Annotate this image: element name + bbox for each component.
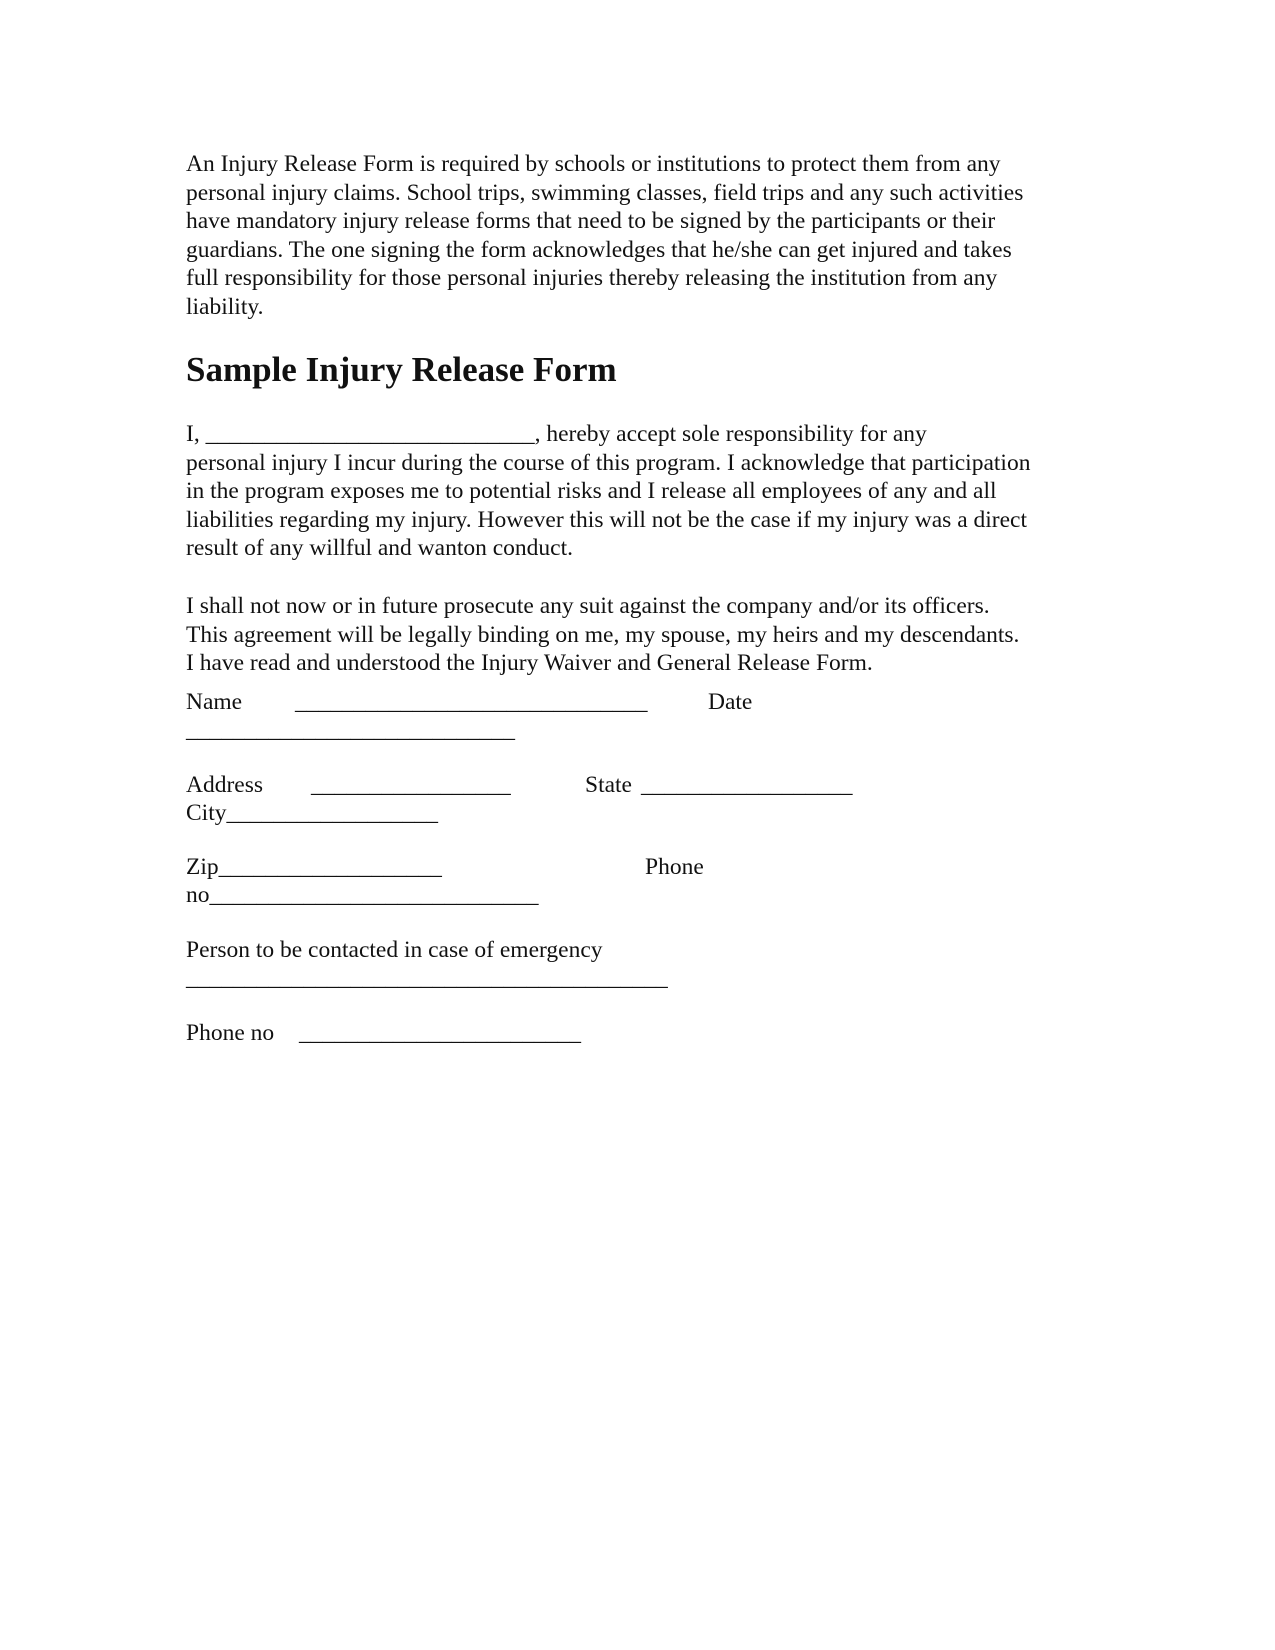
date-blank: ____________________________ [186,717,515,743]
emergency-label: Person to be contacted in case of emergency [186,937,603,963]
phone2-label: Phone no [186,1020,275,1046]
intro-paragraph: An Injury Release Form is required by schools or institutions to protect them from any personal injury claims. School trips, swimming classes, field trips and any such activities have mandatory injury release forms that need to be signed by the participants or their guardians. The one signing the form acknowledges that he/she can get injured and takes full responsibility for those personal injuries thereby releasing the institution from any liability. [186,151,1024,320]
state-blank: __________________ [641,772,853,798]
agreement-paragraph: I shall not now or in future prosecute any suit against the company and/or its officers. This agreement will be legally binding on me, my spouse, my heirs and my descendants. I have read and understood the Injury Waiver and General Release Form. [186,593,1020,676]
city-line: City__________________ [186,800,438,826]
name-blank: ______________________________ [295,689,648,715]
release-paragraph: I, ____________________________, hereby accept sole responsibility for any personal injury I incur during the course of this program. I acknowledge that participation in the program exposes me to potential risks and I release all employees of any and all liabilities regarding my injury. However this will not be the case if my injury was a direct result of any willful and wanton conduct. [186,421,1031,561]
state-label: State [585,772,632,798]
address-label: Address [186,772,264,798]
phone-no-line: no____________________________ [186,882,539,908]
emergency-blank: _________________________________________ [186,965,668,991]
phone-label: Phone [645,854,704,880]
date-label: Date [708,689,753,715]
phone2-blank: ________________________ [299,1020,581,1046]
form-title: Sample Injury Release Form [186,350,617,389]
address-blank: _________________ [311,772,511,798]
name-label: Name [186,689,243,715]
zip-line: Zip___________________ [186,854,442,880]
